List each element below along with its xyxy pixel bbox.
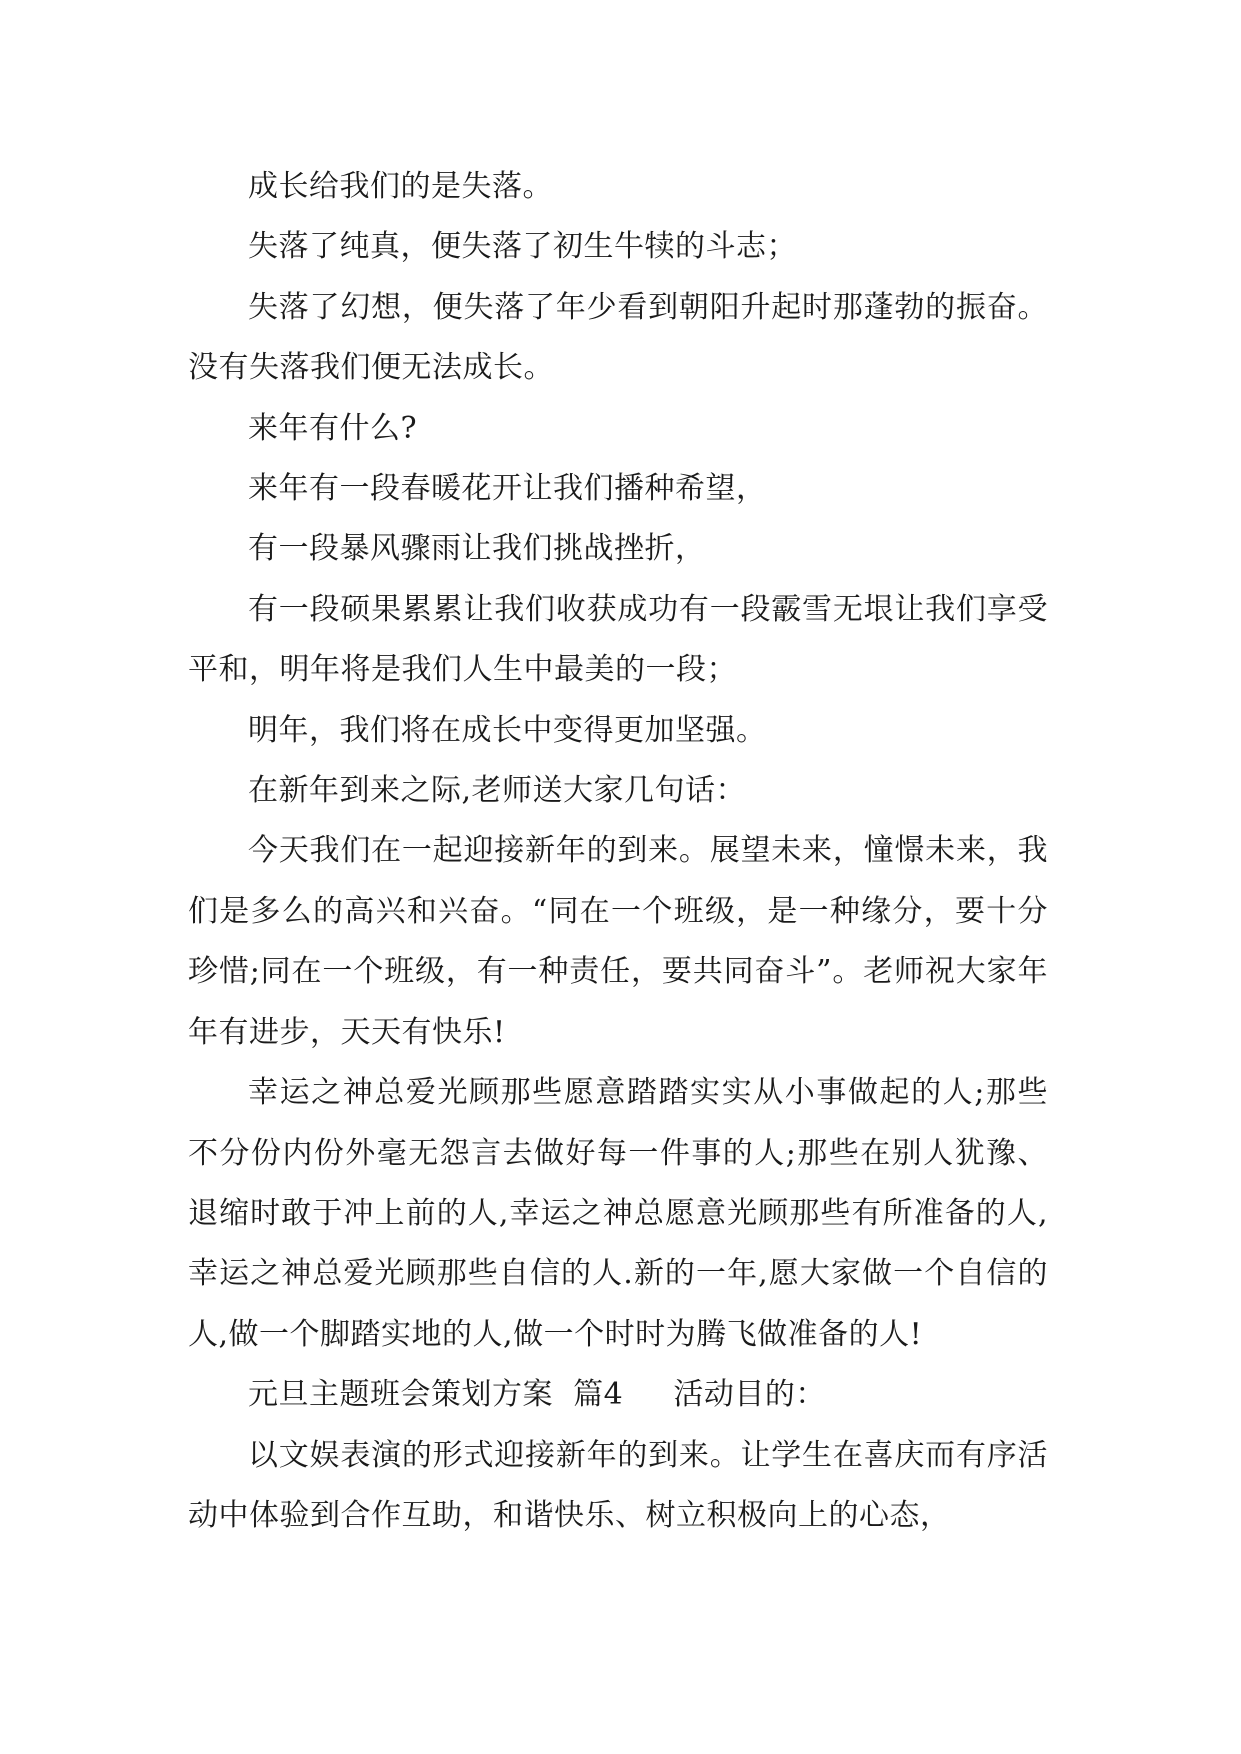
paragraph: 以文娱表演的形式迎接新年的到来。让学生在喜庆而有序活动中体验到合作互助，和谐快乐、树立积极向上的心态，	[188, 1437, 1048, 1533]
paragraph: 有一段暴风骤雨让我们挑战挫折，	[248, 531, 706, 567]
paragraph: 来年有什么?	[248, 410, 418, 446]
paragraph: 幸运之神总爱光顾那些愿意踏踏实实从小事做起的人;那些不分份内份外毫无怨言去做好每一件事的人;那些在别人犹豫、退缩时敢于冲上前的人,幸运之神总愿意光顾那些有所准备的人,幸运之神总爱光顾那些自信的人.新的一年,愿大家做一个自信的人,做一个脚踏实地的人,做一个时时为腾飞做准备的人!	[188, 1075, 1048, 1352]
paragraph: 失落了幻想，便失落了年少看到朝阳升起时那蓬勃的振奋。没有失落我们便无法成长。	[188, 289, 1048, 386]
section-heading: 元旦主题班会策划方案 篇4 活动目的：	[248, 1377, 826, 1413]
paragraph: 成长给我们的是失落。	[248, 169, 553, 204]
paragraph: 今天我们在一起迎接新年的到来。展望未来，憧憬未来，我们是多么的高兴和兴奋。“同在一个班级，是一种缘分，要十分珍惜;同在一个班级，有一种责任，要共同奋斗”。老师祝大家年年有进步，天天有快乐!	[188, 833, 1048, 1050]
paragraph: 在新年到来之际,老师送大家几句话：	[248, 773, 747, 809]
paragraph: 来年有一段春暖花开让我们播种希望，	[248, 471, 767, 507]
paragraph: 有一段硕果累累让我们收获成功有一段霰雪无垠让我们享受平和，明年将是我们人生中最美的一段；	[188, 591, 1048, 688]
paragraph: 失落了纯真，便失落了初生牛犊的斗志；	[248, 229, 797, 265]
paragraph: 明年，我们将在成长中变得更加坚强。	[248, 712, 767, 748]
document-body	[188, 157, 1048, 1546]
